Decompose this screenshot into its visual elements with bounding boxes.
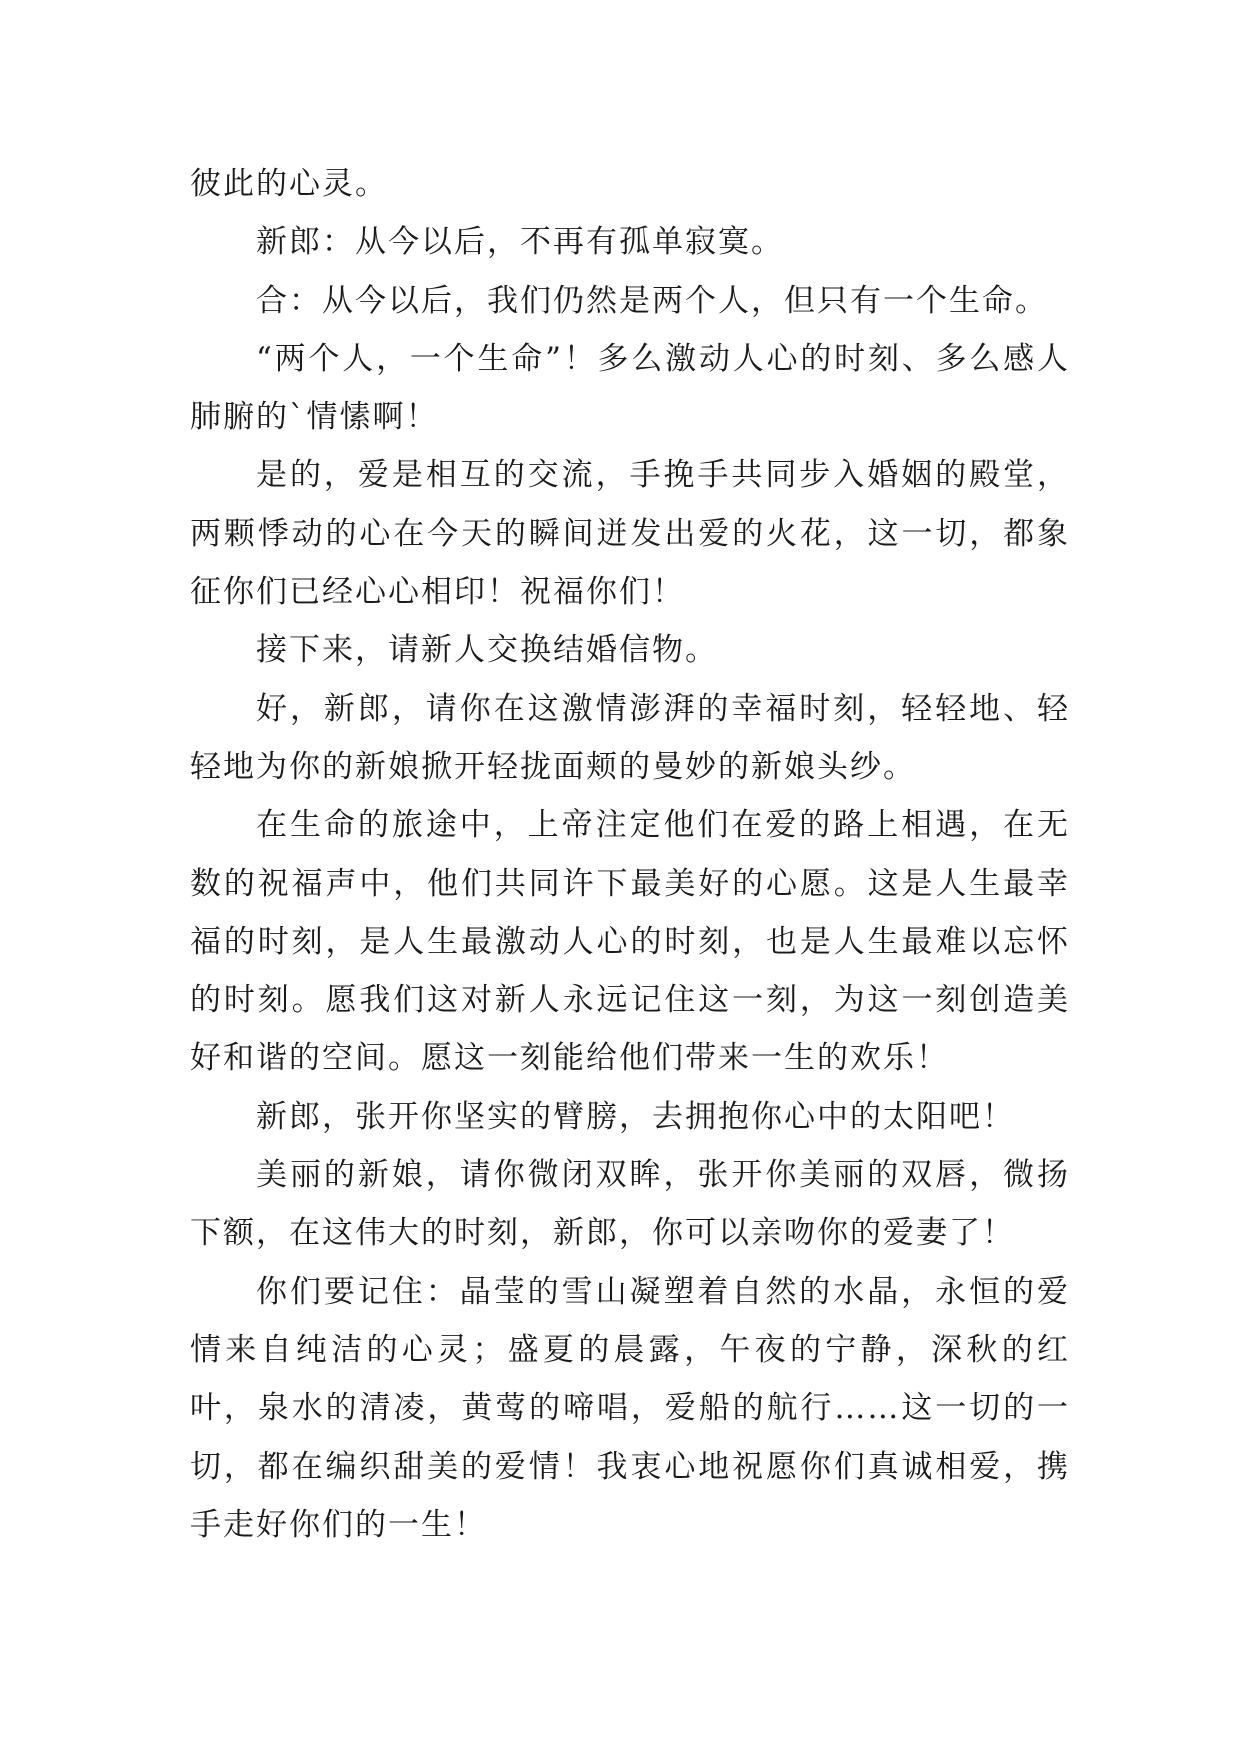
paragraph-two-people-one-life: “两个人，一个生命”！多么激动人心的时刻、多么感人肺腑的`情愫啊！ [190,340,1070,436]
document-body [190,155,1070,1554]
paragraph-together-line: 合：从今以后，我们仍然是两个人，但只有一个生命。 [256,282,1048,319]
paragraph-groom-line: 新郎：从今以后，不再有孤单寂寞。 [256,224,784,261]
paragraph-continuation: 彼此的心灵。 [190,166,388,202]
paragraph-life-journey: 在生命的旅途中，上帝注定他们在爱的路上相遇，在无数的祝福声中，他们共同许下最美好的心愿。这是人生最幸福的时刻，是人生最激动人心的时刻，也是人生最难以忘怀的时刻。愿我们这对新人永远记住这一刻，为这一刻创造美好和谐的空间。愿这一刻能给他们带来一生的欢乐！ [190,807,1070,1077]
paragraph-embrace: 新郎，张开你坚实的臂膀，去拥抱你心中的太阳吧！ [256,1098,1015,1135]
paragraph-kiss: 美丽的新娘，请你微闭双眸，张开你美丽的双唇，微扬下额，在这伟大的时刻，新郎，你可以亲吻你的爱妻了！ [190,1157,1070,1252]
paragraph-remember: 你们要记住：晶莹的雪山凝塑着自然的水晶，永恒的爱情来自纯洁的心灵；盛夏的晨露，午夜的宁静，深秋的红叶，泉水的清凌，黄莺的啼唱，爱船的航行……这一切的一切，都在编织甜美的爱情！我衷心地祝愿你们真诚相爱，携手走好你们的一生！ [190,1273,1070,1543]
paragraph-lift-veil: 好，新郎，请你在这激情澎湃的幸福时刻，轻轻地、轻轻地为你的新娘掀开轻拢面颊的曼妙的新娘头纱。 [190,690,1070,785]
paragraph-exchange-tokens: 接下来，请新人交换结婚信物。 [256,632,718,669]
paragraph-love-exchange: 是的，爱是相互的交流，手挽手共同步入婚姻的殿堂，两颗悸动的心在今天的瞬间迸发出爱的火花，这一切，都象征你们已经心心相印！祝福你们！ [190,457,1070,611]
